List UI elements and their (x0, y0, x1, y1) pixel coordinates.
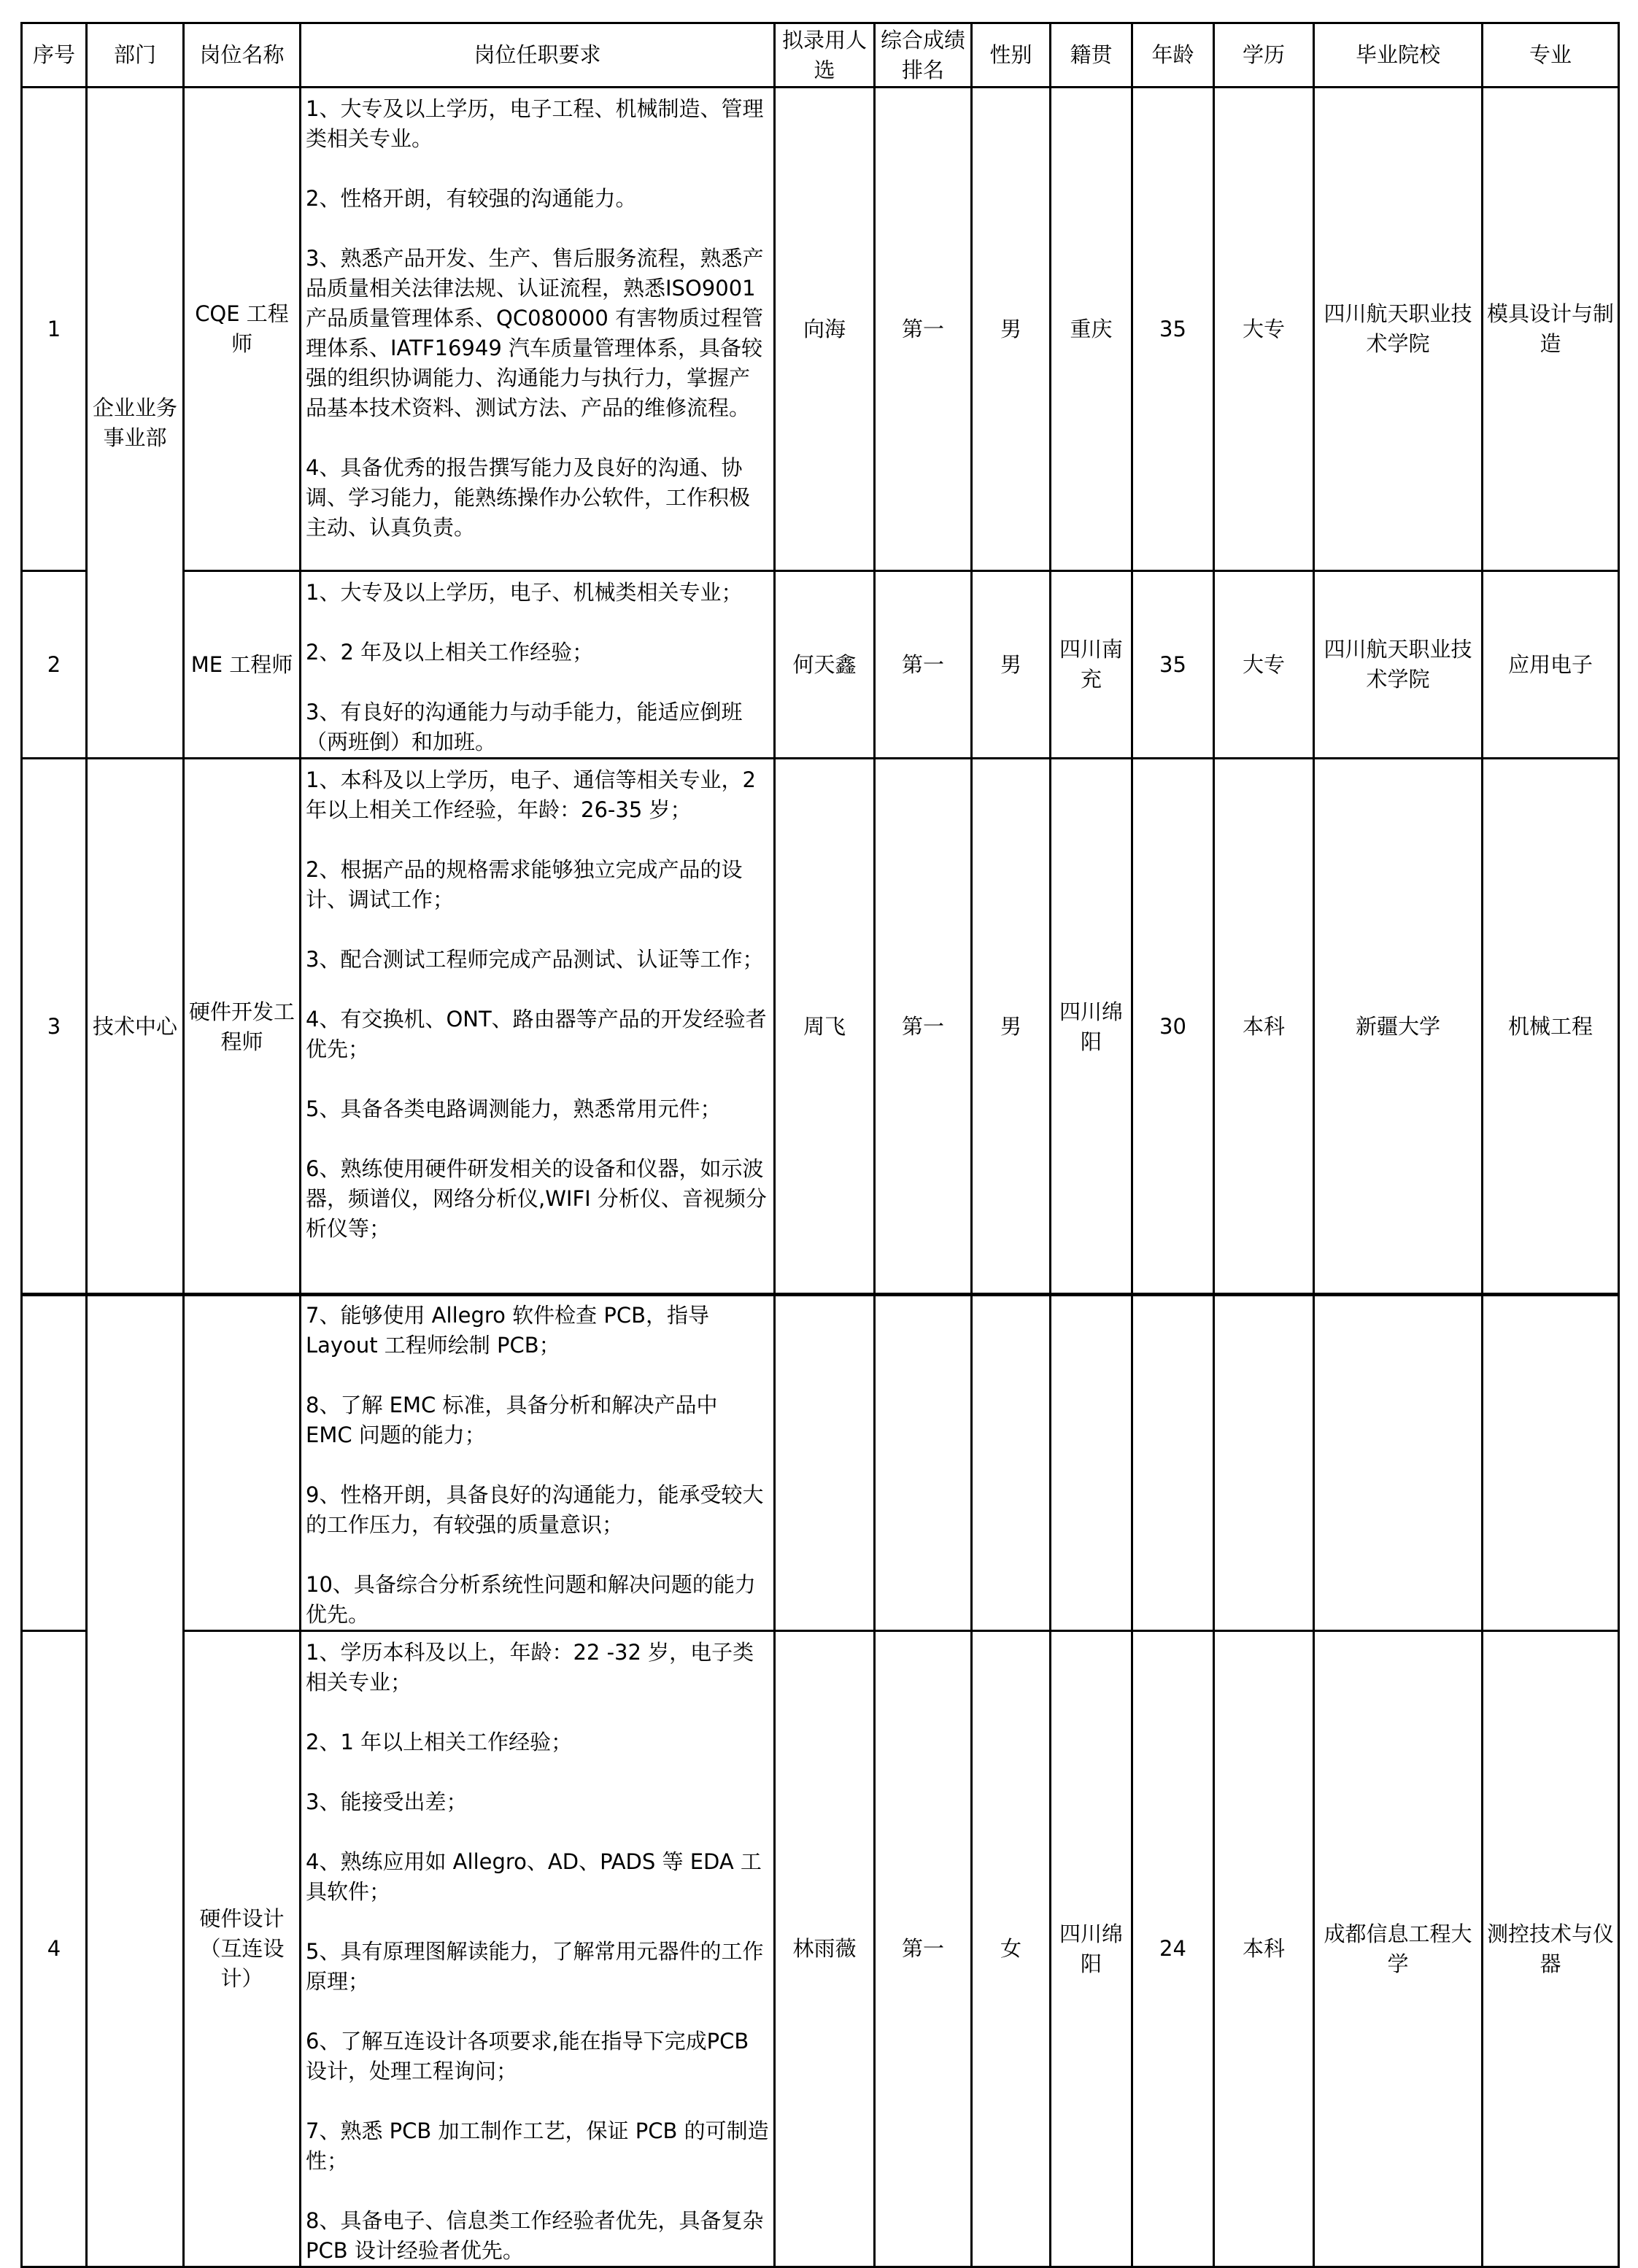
header-cell: 年龄 (1132, 23, 1214, 88)
rank-cell: 第一 (875, 1631, 972, 2267)
requirement-item: 6、了解互连设计各项要求,能在指导下完成PCB 设计，处理工程询问； (306, 2029, 749, 2083)
gender-cell: 男 (972, 571, 1051, 759)
origin-cell (1051, 1294, 1132, 1631)
education-cell: 本科 (1214, 1631, 1314, 2267)
requirement-item: 2、性格开朗，有较强的沟通能力。 (306, 186, 637, 211)
table-row (22, 571, 1619, 759)
gender-cell: 女 (972, 1631, 1051, 2267)
header-cell: 综合成绩排名 (875, 23, 972, 88)
header-cell: 序号 (22, 23, 87, 88)
requirement-item: 4、熟练应用如 Allegro、AD、PADS 等 EDA 工具软件； (306, 1849, 762, 1904)
major-cell: 测控技术与仪器 (1483, 1631, 1619, 2267)
department-cell (87, 1294, 184, 2267)
candidate-table (20, 22, 1620, 1296)
age-cell: 35 (1132, 88, 1214, 571)
requirements-cell (301, 759, 775, 1296)
requirement-item: 7、熟悉 PCB 加工制作工艺，保证 PCB 的可制造性； (306, 2118, 769, 2173)
candidate-table-continued (20, 1293, 1620, 2268)
age-cell: 30 (1132, 759, 1214, 1296)
requirement-item: 9、性格开朗，具备良好的沟通能力，能承受较大的工作压力，有较强的质量意识； (306, 1482, 764, 1537)
row-number: 2 (22, 571, 87, 759)
header-cell: 性别 (972, 23, 1051, 88)
school-cell: 四川航天职业技术学院 (1314, 571, 1483, 759)
origin-cell: 四川绵阳 (1051, 759, 1132, 1296)
requirement-item: 3、熟悉产品开发、生产、售后服务流程，熟悉产品质量相关法律法规、认证流程，熟悉ISO9001 产品质量管理体系、QC080000 有害物质过程管理体系、IATF16949 汽车质量管理体系，具备较强的组织协调能力、沟通能力与执行力，掌握产品基本技术资料、测试方法、产品的维修流程。 (306, 246, 764, 420)
requirements-cell (301, 1631, 775, 2267)
row-number: 1 (22, 88, 87, 571)
candidate-cell: 林雨薇 (775, 1631, 875, 2267)
rank-cell (875, 1294, 972, 1631)
department-cell: 企业业务事业部 (87, 88, 184, 759)
table-row (22, 1294, 1619, 1631)
major-cell: 模具设计与制造 (1483, 88, 1619, 571)
candidate-cell: 周飞 (775, 759, 875, 1296)
requirement-item: 8、了解 EMC 标准，具备分析和解决产品中 EMC 问题的能力； (306, 1393, 718, 1447)
header-cell: 学历 (1214, 23, 1314, 88)
requirements-cell (301, 1294, 775, 1631)
requirement-item: 1、大专及以上学历，电子工程、机械制造、管理类相关专业。 (306, 96, 764, 151)
position-cell: 硬件开发工程师 (184, 759, 301, 1296)
requirement-item: 5、具有原理图解读能力，了解常用元器件的工作原理； (306, 1939, 764, 1994)
major-cell: 机械工程 (1483, 759, 1619, 1296)
position-cell (184, 1294, 301, 1631)
education-cell: 大专 (1214, 88, 1314, 571)
table-row (22, 1631, 1619, 2267)
age-cell: 24 (1132, 1631, 1214, 2267)
header-cell: 岗位任职要求 (301, 23, 775, 88)
requirement-item: 1、学历本科及以上，年龄：22 -32 岁，电子类相关专业； (306, 1640, 754, 1695)
rank-cell: 第一 (875, 571, 972, 759)
header-cell: 部门 (87, 23, 184, 88)
row-number: 4 (22, 1631, 87, 2267)
requirement-item: 10、具备综合分析系统性问题和解决问题的能力优先。 (306, 1572, 756, 1627)
header-cell: 拟录用人选 (775, 23, 875, 88)
candidate-cell: 何天鑫 (775, 571, 875, 759)
requirement-item: 7、能够使用 Allegro 软件检查 PCB，指导 Layout 工程师绘制 PCB； (306, 1303, 709, 1358)
school-cell: 四川航天职业技术学院 (1314, 88, 1483, 571)
gender-cell (972, 1294, 1051, 1631)
header-cell: 岗位名称 (184, 23, 301, 88)
major-cell: 应用电子 (1483, 571, 1619, 759)
origin-cell: 四川南充 (1051, 571, 1132, 759)
requirement-item: 3、配合测试工程师完成产品测试、认证等工作； (306, 947, 764, 972)
table-row (22, 759, 1619, 1296)
origin-cell: 重庆 (1051, 88, 1132, 571)
school-cell: 新疆大学 (1314, 759, 1483, 1296)
header-row (22, 23, 1619, 88)
origin-cell: 四川绵阳 (1051, 1631, 1132, 2267)
rank-cell: 第一 (875, 88, 972, 571)
education-cell: 大专 (1214, 571, 1314, 759)
requirement-item: 3、有良好的沟通能力与动手能力，能适应倒班（两班倒）和加班。 (306, 700, 743, 754)
candidate-cell: 向海 (775, 88, 875, 571)
major-cell (1483, 1294, 1619, 1631)
header-cell: 籍贯 (1051, 23, 1132, 88)
education-cell: 本科 (1214, 759, 1314, 1296)
department-cell: 技术中心 (87, 759, 184, 1296)
education-cell (1214, 1294, 1314, 1631)
requirement-item: 2、2 年及以上相关工作经验； (306, 640, 594, 665)
gender-cell: 男 (972, 759, 1051, 1296)
header-cell: 专业 (1483, 23, 1619, 88)
position-cell: CQE 工程师 (184, 88, 301, 571)
rank-cell: 第一 (875, 759, 972, 1296)
requirement-item: 4、有交换机、ONT、路由器等产品的开发经验者优先； (306, 1007, 767, 1061)
requirements-cell (301, 88, 775, 571)
requirement-item: 2、1 年以上相关工作经验； (306, 1730, 573, 1754)
row-number: 3 (22, 759, 87, 1296)
table-row (22, 88, 1619, 571)
school-cell: 成都信息工程大学 (1314, 1631, 1483, 2267)
gender-cell: 男 (972, 88, 1051, 571)
requirement-item: 5、具备各类电路调测能力，熟悉常用元件； (306, 1096, 722, 1121)
requirement-item: 8、具备电子、信息类工作经验者优先，具备复杂 PCB 设计经验者优先。 (306, 2208, 764, 2263)
position-cell: 硬件设计（互连设计） (184, 1631, 301, 2267)
requirement-item: 4、具备优秀的报告撰写能力及良好的沟通、协调、学习能力，能熟练操作办公软件，工作积极主动、认真负责。 (306, 455, 751, 540)
requirement-item: 2、根据产品的规格需求能够独立完成产品的设计、调试工作； (306, 857, 743, 912)
requirement-item: 1、本科及以上学历，电子、通信等相关专业，2 年以上相关工作经验，年龄：26-35 岁； (306, 767, 756, 822)
header-cell: 毕业院校 (1314, 23, 1483, 88)
requirement-item: 1、大专及以上学历，电子、机械类相关专业； (306, 580, 743, 605)
requirement-item: 3、能接受出差； (306, 1789, 468, 1814)
school-cell (1314, 1294, 1483, 1631)
age-cell (1132, 1294, 1214, 1631)
candidate-cell (775, 1294, 875, 1631)
age-cell: 35 (1132, 571, 1214, 759)
requirements-cell (301, 571, 775, 759)
row-number (22, 1294, 87, 1631)
requirement-item: 6、熟练使用硬件研发相关的设备和仪器，如示波器，频谱仪，网络分析仪,WIFI 分析仪、音视频分析仪等； (306, 1156, 767, 1241)
position-cell: ME 工程师 (184, 571, 301, 759)
